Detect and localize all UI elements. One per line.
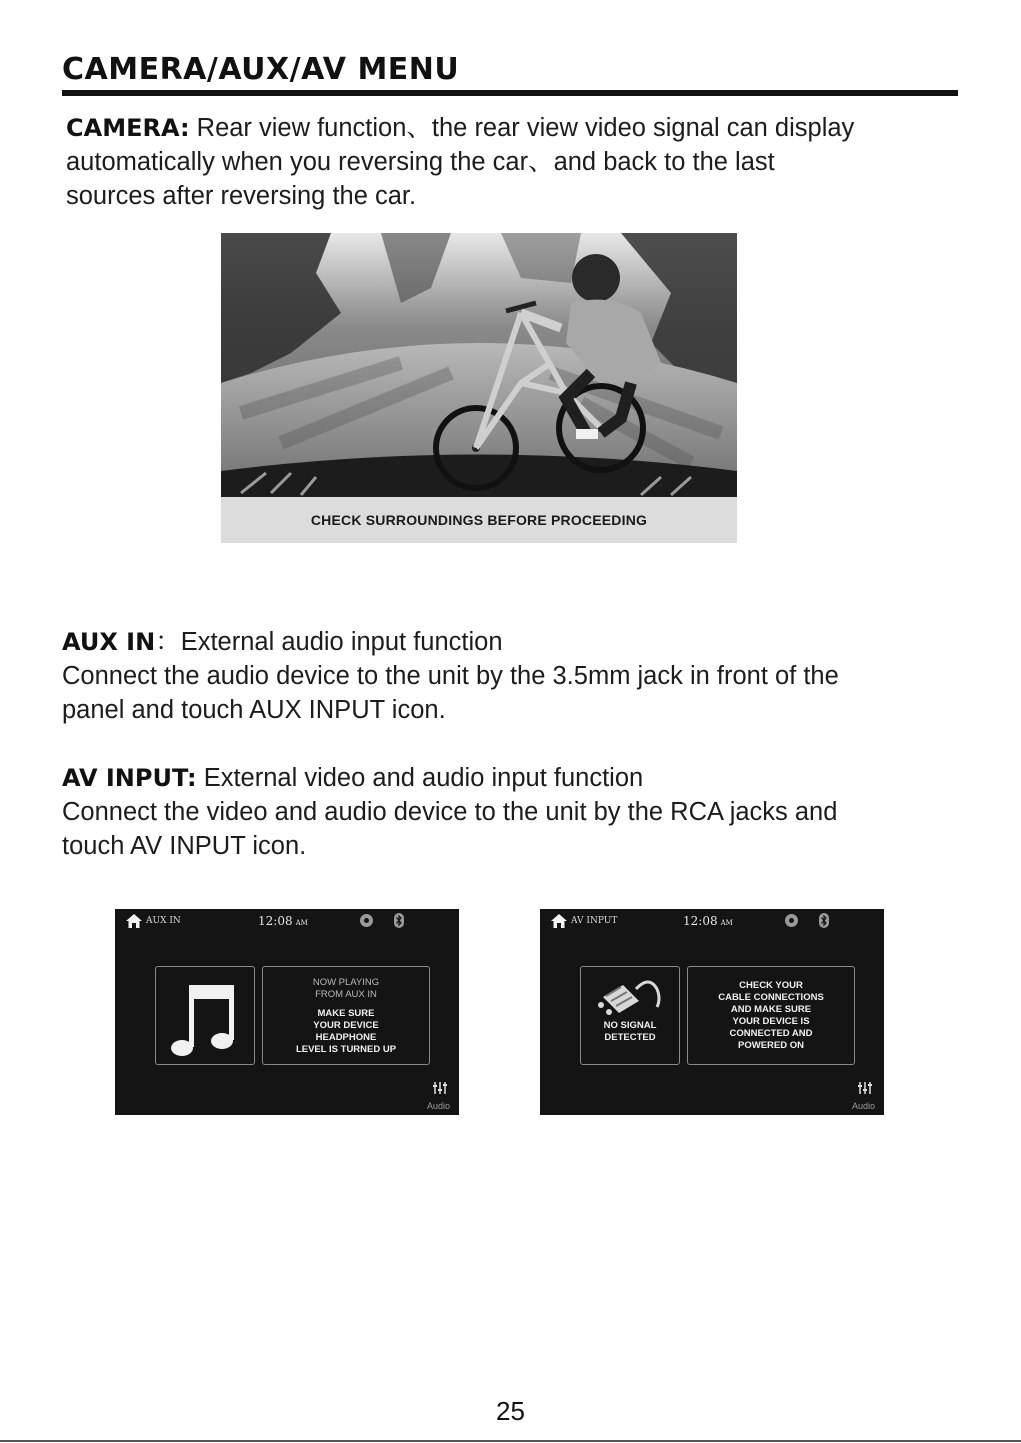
now-playing-line-2: FROM AUX IN: [315, 989, 377, 1000]
now-playing-line-1: NOW PLAYING: [312, 977, 380, 988]
audio-label: Audio: [427, 1101, 451, 1111]
home-icon[interactable]: [125, 913, 143, 929]
equalizer-icon[interactable]: [433, 1081, 447, 1095]
camera-label: CAMERA:: [66, 114, 190, 142]
aux-line-3: panel and touch AUX INPUT icon.: [62, 696, 446, 724]
source-label: AV INPUT: [571, 916, 618, 926]
av-description: [62, 761, 962, 863]
aux-line-2: Connect the audio device to the unit by the 3.5mm jack in front of the: [62, 662, 839, 690]
clock: 12:08 AM: [258, 914, 308, 928]
av-line-2: Connect the video and audio device to the unit by the RCA jacks and: [62, 798, 838, 826]
rear-camera-image: [221, 233, 737, 543]
rear-camera-photo: [221, 233, 737, 497]
camera-caption: CHECK SURROUNDINGS BEFORE PROCEEDING: [221, 497, 737, 543]
audio-label: Audio: [852, 1101, 876, 1111]
title-divider: [62, 90, 958, 96]
av-hint-line-4: YOUR DEVICE IS: [732, 1016, 810, 1027]
music-tile[interactable]: [155, 966, 255, 1065]
aux-hint-line-1: MAKE SURE: [317, 1008, 375, 1019]
aux-description: [62, 625, 962, 727]
camera-description: [66, 111, 966, 213]
av-hint-line-3: AND MAKE SURE: [730, 1004, 812, 1015]
cable-icon: [581, 967, 681, 1027]
page-title: CAMERA/AUX/AV MENU: [62, 52, 460, 87]
aux-line-1: AUX IN：External audio input function: [62, 628, 503, 656]
av-hint-line-6: POWERED ON: [738, 1040, 804, 1051]
av-status-bar: [540, 909, 884, 933]
av-line-3: touch AV INPUT icon.: [62, 832, 307, 860]
footer-divider: [0, 1440, 1021, 1442]
aux-in-screen: [115, 909, 459, 1115]
av-input-screen: [540, 909, 884, 1115]
clock: 12:08 AM: [683, 914, 733, 928]
av-hint-line-1: CHECK YOUR: [739, 980, 803, 991]
no-signal-line-1: NO SIGNAL: [603, 1020, 657, 1031]
camera-line-3: sources after reversing the car.: [66, 182, 417, 210]
aux-hint-line-2: YOUR DEVICE: [313, 1020, 379, 1031]
av-hint-line-5: CONNECTED AND: [729, 1028, 813, 1039]
bluetooth-icon[interactable]: [819, 913, 829, 928]
equalizer-icon[interactable]: [858, 1081, 872, 1095]
av-line-1: AV INPUT: External video and audio input function: [62, 764, 644, 792]
camera-line-2: automatically when you reversing the car、and back to the last: [66, 148, 775, 176]
source-label: AUX IN: [146, 916, 181, 926]
av-message-tile: [687, 966, 855, 1065]
settings-icon[interactable]: [360, 914, 373, 927]
bluetooth-icon[interactable]: [394, 913, 404, 928]
av-label: AV INPUT:: [62, 764, 197, 792]
aux-status-bar: [115, 909, 459, 933]
no-signal-tile[interactable]: [580, 966, 680, 1065]
aux-hint-line-4: LEVEL IS TURNED UP: [295, 1044, 397, 1055]
no-signal-line-2: DETECTED: [604, 1032, 656, 1043]
aux-hint-line-3: HEADPHONE: [315, 1032, 377, 1043]
music-note-icon: [156, 967, 256, 1066]
home-icon[interactable]: [550, 913, 568, 929]
aux-message-tile: [262, 966, 430, 1065]
settings-icon[interactable]: [785, 914, 798, 927]
camera-line-1: CAMERA: Rear view function、the rear view video signal can display: [66, 114, 855, 142]
page-number: 25: [496, 1396, 525, 1426]
aux-label: AUX IN: [62, 628, 156, 656]
av-hint-line-2: CABLE CONNECTIONS: [718, 992, 824, 1003]
